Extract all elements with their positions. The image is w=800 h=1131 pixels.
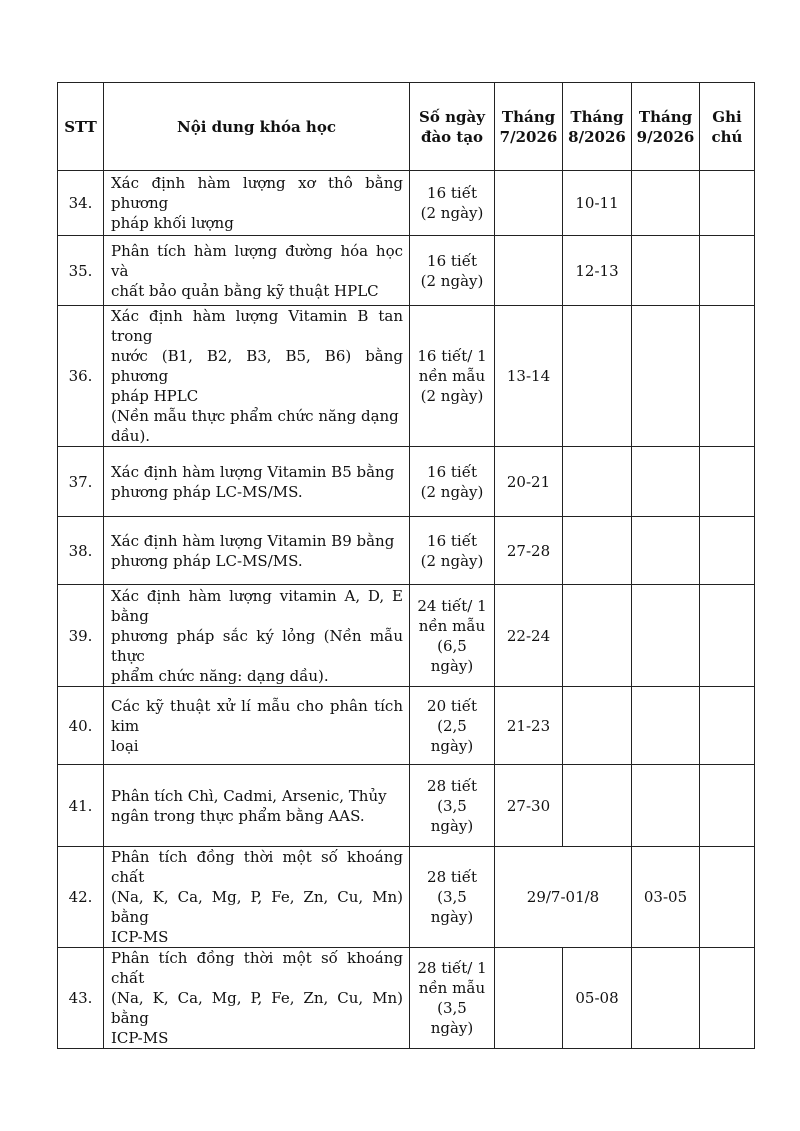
- row-month-7: 22-24: [495, 585, 563, 687]
- row-content: Phân tích đồng thời một số khoáng chất (Na, K, Ca, Mg, P, Fe, Zn, Cu, Mn) bằng ICP-MS: [104, 847, 410, 948]
- row-month-9: [632, 585, 700, 687]
- row-month-9: [632, 171, 700, 236]
- header-month-9: Tháng 9/2026: [632, 83, 700, 171]
- row-month-8: [563, 585, 632, 687]
- row-month-9: 03-05: [632, 847, 700, 948]
- row-days: 28 tiết (3,5 ngày): [410, 765, 495, 847]
- row-stt: 37.: [58, 447, 104, 517]
- row-content: Các kỹ thuật xử lí mẫu cho phân tích kim loại: [104, 687, 410, 765]
- row-month-8: 12-13: [563, 236, 632, 306]
- row-month-9: [632, 687, 700, 765]
- row-stt: 39.: [58, 585, 104, 687]
- row-month-7: 20-21: [495, 447, 563, 517]
- row-month-7: 27-30: [495, 765, 563, 847]
- header-stt: STT: [58, 83, 104, 171]
- row-month-8: [563, 447, 632, 517]
- row-days: 16 tiết (2 ngày): [410, 171, 495, 236]
- row-note: [700, 306, 755, 447]
- row-month-9: [632, 948, 700, 1049]
- header-note: Ghi chú: [700, 83, 755, 171]
- row-days: 28 tiết (3,5 ngày): [410, 847, 495, 948]
- row-days: 16 tiết (2 ngày): [410, 447, 495, 517]
- table-row: [58, 236, 755, 306]
- row-month-8: 10-11: [563, 171, 632, 236]
- row-content: Xác định hàm lượng xơ thô bằng phương pháp khối lượng: [104, 171, 410, 236]
- row-month-8: [563, 517, 632, 585]
- row-note: [700, 171, 755, 236]
- row-content: Xác định hàm lượng Vitamin B5 bằng phương pháp LC-MS/MS.: [104, 447, 410, 517]
- course-schedule-table: [57, 82, 755, 1049]
- row-month-7: 13-14: [495, 306, 563, 447]
- row-month-7: 27-28: [495, 517, 563, 585]
- row-month-7: [495, 236, 563, 306]
- row-note: [700, 236, 755, 306]
- table-row: [58, 765, 755, 847]
- table-row: [58, 447, 755, 517]
- row-month-8: [563, 687, 632, 765]
- row-content: Phân tích đồng thời một số khoáng chất (Na, K, Ca, Mg, P, Fe, Zn, Cu, Mn) bằng ICP-MS: [104, 948, 410, 1049]
- table-row: [58, 517, 755, 585]
- header-month-7: Tháng 7/2026: [495, 83, 563, 171]
- header-content: Nội dung khóa học: [104, 83, 410, 171]
- row-days: 28 tiết/ 1 nền mẫu (3,5 ngày): [410, 948, 495, 1049]
- row-stt: 36.: [58, 306, 104, 447]
- table-row: [58, 306, 755, 447]
- row-days: 16 tiết/ 1 nền mẫu (2 ngày): [410, 306, 495, 447]
- row-month-7: 21-23: [495, 687, 563, 765]
- row-stt: 38.: [58, 517, 104, 585]
- row-stt: 41.: [58, 765, 104, 847]
- row-note: [700, 948, 755, 1049]
- table-row: [58, 687, 755, 765]
- row-month-8: [563, 765, 632, 847]
- row-stt: 43.: [58, 948, 104, 1049]
- row-days: 16 tiết (2 ngày): [410, 517, 495, 585]
- row-month-9: [632, 447, 700, 517]
- row-days: 20 tiết (2,5 ngày): [410, 687, 495, 765]
- row-days: 24 tiết/ 1 nền mẫu (6,5 ngày): [410, 585, 495, 687]
- row-month-8: 05-08: [563, 948, 632, 1049]
- row-stt: 40.: [58, 687, 104, 765]
- row-note: [700, 447, 755, 517]
- row-content: Phân tích Chì, Cadmi, Arsenic, Thủy ngân trong thực phẩm bằng AAS.: [104, 765, 410, 847]
- table-header-row: [58, 83, 755, 171]
- header-month-8: Tháng 8/2026: [563, 83, 632, 171]
- row-note: [700, 585, 755, 687]
- table-row: [58, 847, 755, 948]
- row-month-7: [495, 171, 563, 236]
- row-month-7: [495, 948, 563, 1049]
- row-note: [700, 765, 755, 847]
- header-days: Số ngày đào tạo: [410, 83, 495, 171]
- row-month-9: [632, 236, 700, 306]
- row-content: Phân tích hàm lượng đường hóa học và chất bảo quản bằng kỹ thuật HPLC: [104, 236, 410, 306]
- row-content: Xác định hàm lượng Vitamin B9 bằng phương pháp LC-MS/MS.: [104, 517, 410, 585]
- row-note: [700, 847, 755, 948]
- row-content: Xác định hàm lượng vitamin A, D, E bằng phương pháp sắc ký lỏng (Nền mẫu thực phẩm chức năng: dạng dầu).: [104, 585, 410, 687]
- row-note: [700, 687, 755, 765]
- table-row: [58, 585, 755, 687]
- row-month-8: [563, 306, 632, 447]
- table-row: [58, 948, 755, 1049]
- row-note: [700, 517, 755, 585]
- row-month-9: [632, 517, 700, 585]
- table-row: [58, 171, 755, 236]
- row-content: Xác định hàm lượng Vitamin B tan trong nước (B1, B2, B3, B5, B6) bằng phương pháp HPLC (Nền mẫu thực phẩm chức năng dạng dầu).: [104, 306, 410, 447]
- row-month-9: [632, 306, 700, 447]
- row-stt: 34.: [58, 171, 104, 236]
- row-days: 16 tiết (2 ngày): [410, 236, 495, 306]
- row-stt: 35.: [58, 236, 104, 306]
- row-stt: 42.: [58, 847, 104, 948]
- row-month-9: [632, 765, 700, 847]
- row-month-7-8: 29/7-01/8: [495, 847, 632, 948]
